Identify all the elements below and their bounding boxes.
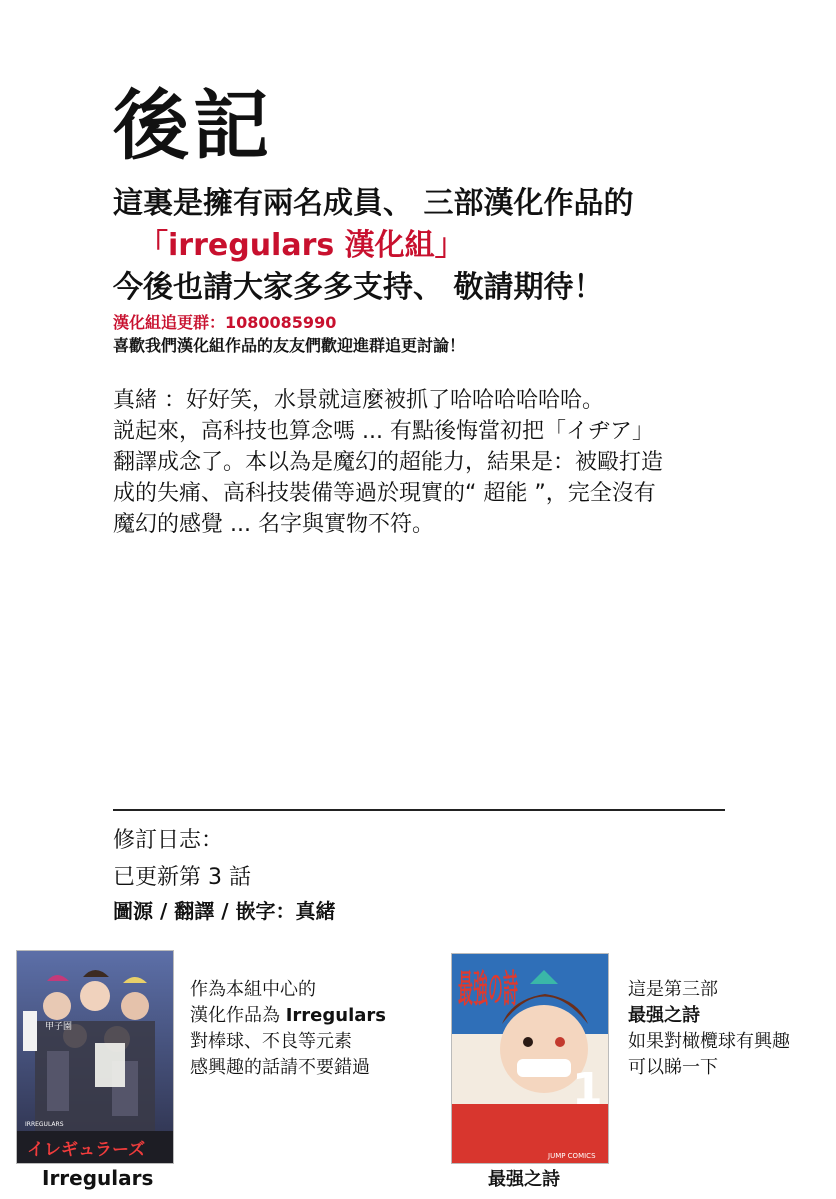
saikyou-cover-label: JUMP COMICS [548,1152,596,1160]
heading-line-1: 這裏是擁有兩名成員、 三部漢化作品的 [113,186,634,221]
saikyou-description [628,977,790,1081]
note-line: 説起來，高科技也算念嗎 ... 有點後悔當初把「イヂア」 [113,419,654,444]
irregulars-desc-bold: Irregulars [285,1005,386,1026]
irregulars-caption: Irregulars [42,1166,154,1190]
saikyou-desc-line: 這是第三部 [628,979,718,1000]
revision-log-label: 修訂日志： [113,828,224,853]
irregulars-cover-small: IRREGULARS [25,1121,64,1128]
note-line: 成的失痛、高科技裝備等過於現實的“ 超能 ”，完全沒有 [113,481,656,506]
saikyou-cover-title: 最強の詩 [458,967,518,1011]
note-line: 真緒 ：好好笑，水景就這麼被抓了哈哈哈哈哈哈。 [113,388,604,413]
saikyou-cover-volume: 1 [572,1064,603,1115]
heading-line-3: 今後也請大家多多支持、 敬請期待！ [113,270,604,305]
saikyou-caption: 最强之詩 [488,1169,560,1190]
translator-notes [113,385,773,540]
irregulars-desc-line [190,1003,386,1029]
irregulars-desc-line: 感興趣的話請不要錯過 [190,1057,370,1078]
saikyou-desc-title: 最强之詩 [628,1005,700,1026]
revision-log-credits: 圖源 / 翻譯 / 嵌字：真緒 [113,899,336,923]
irregulars-cover-image [16,950,174,1164]
irregulars-cover-title: イレギュラーズ [27,1140,146,1160]
saikyou-desc-line: 如果對橄欖球有興趣 [628,1031,790,1052]
irregulars-desc-line: 作為本組中心的 [190,979,316,1000]
note-line: 翻譯成念了。本以為是魔幻的超能力，結果是：被毆打造 [113,450,664,475]
saikyou-desc-line: 可以睇一下 [628,1057,718,1078]
irregulars-description [190,977,386,1081]
group-welcome-text: 喜歡我們漢化組作品的友友們歡迎進群追更討論！ [113,336,466,355]
revision-log-update: 已更新第 3 話 [113,865,251,890]
saikyou-cover-image [451,953,609,1164]
divider [113,809,725,811]
irregulars-cover-side: 甲子園 [45,1022,73,1032]
irregulars-desc-prefix: 漢化作品為 [190,1005,286,1026]
note-line: 魔幻的感覺 ... 名字與實物不符。 [113,512,434,537]
group-qq-number: 漢化組追更群：1080085990 [113,313,337,332]
heading-group-name: 「irregulars 漢化組」 [138,228,465,263]
irregulars-desc-line: 對棒球、不良等元素 [190,1031,352,1052]
page-title: 後記 [113,81,273,170]
